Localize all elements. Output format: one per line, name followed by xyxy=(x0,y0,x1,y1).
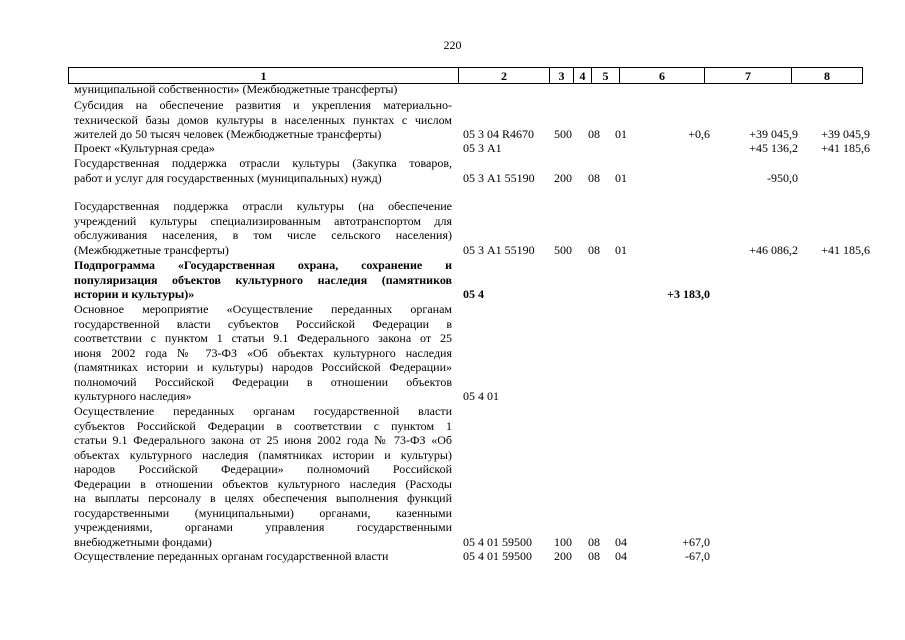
row-description xyxy=(74,82,452,97)
code-cell: 05 4 01 59500 xyxy=(463,549,532,563)
amount-col6-cell: +0,6 xyxy=(688,127,710,141)
description-line: июня 2002 года № 73-ФЗ «Об объектах культурного наследия xyxy=(74,345,452,360)
description-line: учреждениями, органами управления государственными xyxy=(74,520,452,534)
description-line: Федерации в отношении объектов культурного наследия (Расходы xyxy=(74,476,452,491)
expense-type-cell: 500 xyxy=(554,127,572,141)
amount-col6-cell: +67,0 xyxy=(682,534,710,549)
description-line: субъектов Российской Федерации в соответствии с пунктом 1 xyxy=(74,418,452,433)
subsection-cell: 01 xyxy=(615,170,627,185)
description-line: государственной власти субъектов Российской Федерации в xyxy=(74,316,452,331)
code-cell: 05 4 xyxy=(463,287,484,301)
header-col-1: 1 xyxy=(69,68,459,84)
description-line: учреждений культуры специализированным автотранспортом для xyxy=(74,213,452,228)
section-cell: 08 xyxy=(588,242,600,257)
row-description xyxy=(74,404,452,549)
header-col-4: 4 xyxy=(574,68,592,84)
description-line: технической базы домов культуры в населенных пунктах с числом xyxy=(74,112,452,127)
expense-type-cell: 200 xyxy=(554,170,572,185)
amount-col8-cell: +41 185,6 xyxy=(821,141,870,155)
row-description xyxy=(74,549,452,564)
description-line: полномочий Российской Федерации в отношении объектов xyxy=(74,374,452,389)
row-description xyxy=(74,302,452,404)
description-line: Субсидия на обеспечение развития и укрепления материально- xyxy=(74,98,452,112)
description-line: (памятниках истории и культуры) народов Российской Федерации» xyxy=(74,360,452,374)
description-line: жителей до 50 тысяч человек (Межбюджетные трансферты) xyxy=(74,127,382,141)
expense-type-cell: 100 xyxy=(554,534,572,549)
description-line: объектах культурного наследия (памятниках истории и культуры) xyxy=(74,447,452,462)
section-cell: 08 xyxy=(588,534,600,549)
description-line: (Межбюджетные трансферты) xyxy=(74,242,229,257)
description-line: соответствии с пунктом 1 статьи 9.1 Федерального закона от 25 xyxy=(74,331,452,345)
description-line: Подпрограмма «Государственная охрана, сохранение и xyxy=(74,258,452,272)
description-line: на выплаты персоналу в целях обеспечения выполнения функций xyxy=(74,491,452,505)
description-line: внебюджетными фондами) xyxy=(74,534,212,549)
description-line: Основное мероприятие «Осуществление переданных органам xyxy=(74,302,452,316)
subsection-cell: 04 xyxy=(615,534,627,549)
amount-col7-cell: +46 086,2 xyxy=(749,242,798,257)
description-line: Проект «Культурная среда» xyxy=(74,141,215,155)
header-col-3: 3 xyxy=(550,68,574,84)
description-line: популяризация объектов культурного наследия (памятников xyxy=(74,272,452,287)
description-line: государственными (муниципальными) органами, казенными xyxy=(74,505,452,520)
description-line: обслуживания населения, в том числе сельского населения) xyxy=(74,228,452,242)
description-line: Осуществление переданных органам государственной власти xyxy=(74,549,389,563)
description-line: муниципальной собственности» (Межбюджетные трансферты) xyxy=(74,82,398,96)
section-cell: 08 xyxy=(588,127,600,141)
row-description xyxy=(74,141,452,156)
header-col-2: 2 xyxy=(459,68,550,84)
code-cell: 05 4 01 59500 xyxy=(463,534,532,549)
description-line: культурного наследия» xyxy=(74,389,192,403)
description-line: Государственная поддержка отрасли культуры (Закупка товаров, xyxy=(74,156,452,170)
code-cell: 05 3 А1 xyxy=(463,141,502,155)
page-number: 220 xyxy=(443,38,462,52)
row-description xyxy=(74,199,452,257)
header-col-7: 7 xyxy=(705,68,792,84)
amount-col6-cell: -67,0 xyxy=(685,549,710,563)
row-description xyxy=(74,156,452,185)
section-cell: 08 xyxy=(588,170,600,185)
amount-col8-cell: +39 045,9 xyxy=(821,127,870,141)
expense-type-cell: 200 xyxy=(554,549,572,563)
code-cell: 05 3 А1 55190 xyxy=(463,242,535,257)
code-cell: 05 3 А1 55190 xyxy=(463,170,535,185)
code-cell: 05 3 04 R4670 xyxy=(463,127,535,141)
description-line: Осуществление переданных органам государственной власти xyxy=(74,404,452,418)
amount-col7-cell: +45 136,2 xyxy=(749,141,798,155)
subsection-cell: 04 xyxy=(615,549,627,563)
amount-col7-cell: -950,0 xyxy=(767,170,798,185)
section-cell: 08 xyxy=(588,549,600,563)
description-line: работ и услуг для государственных (муниципальных) нужд) xyxy=(74,170,382,185)
amount-col7-cell: +39 045,9 xyxy=(749,127,798,141)
code-cell: 05 4 01 xyxy=(463,389,499,403)
row-description xyxy=(74,98,452,142)
description-line: Государственная поддержка отрасли культуры (на обеспечение xyxy=(74,199,452,213)
row-description xyxy=(74,258,452,302)
amount-col6-cell: +3 183,0 xyxy=(667,287,710,301)
header-col-5: 5 xyxy=(592,68,620,84)
header-col-8: 8 xyxy=(792,68,863,84)
description-line: народов Российской Федерации» полномочий Российской xyxy=(74,462,452,476)
amount-col8-cell: +41 185,6 xyxy=(821,242,870,257)
subsection-cell: 01 xyxy=(615,127,627,141)
header-col-6: 6 xyxy=(620,68,705,84)
description-line: истории и культуры)» xyxy=(74,287,195,301)
description-line: статьи 9.1 Федерального закона от 25 июня 2002 года № 73-ФЗ «Об xyxy=(74,433,452,447)
expense-type-cell: 500 xyxy=(554,242,572,257)
subsection-cell: 01 xyxy=(615,242,627,257)
